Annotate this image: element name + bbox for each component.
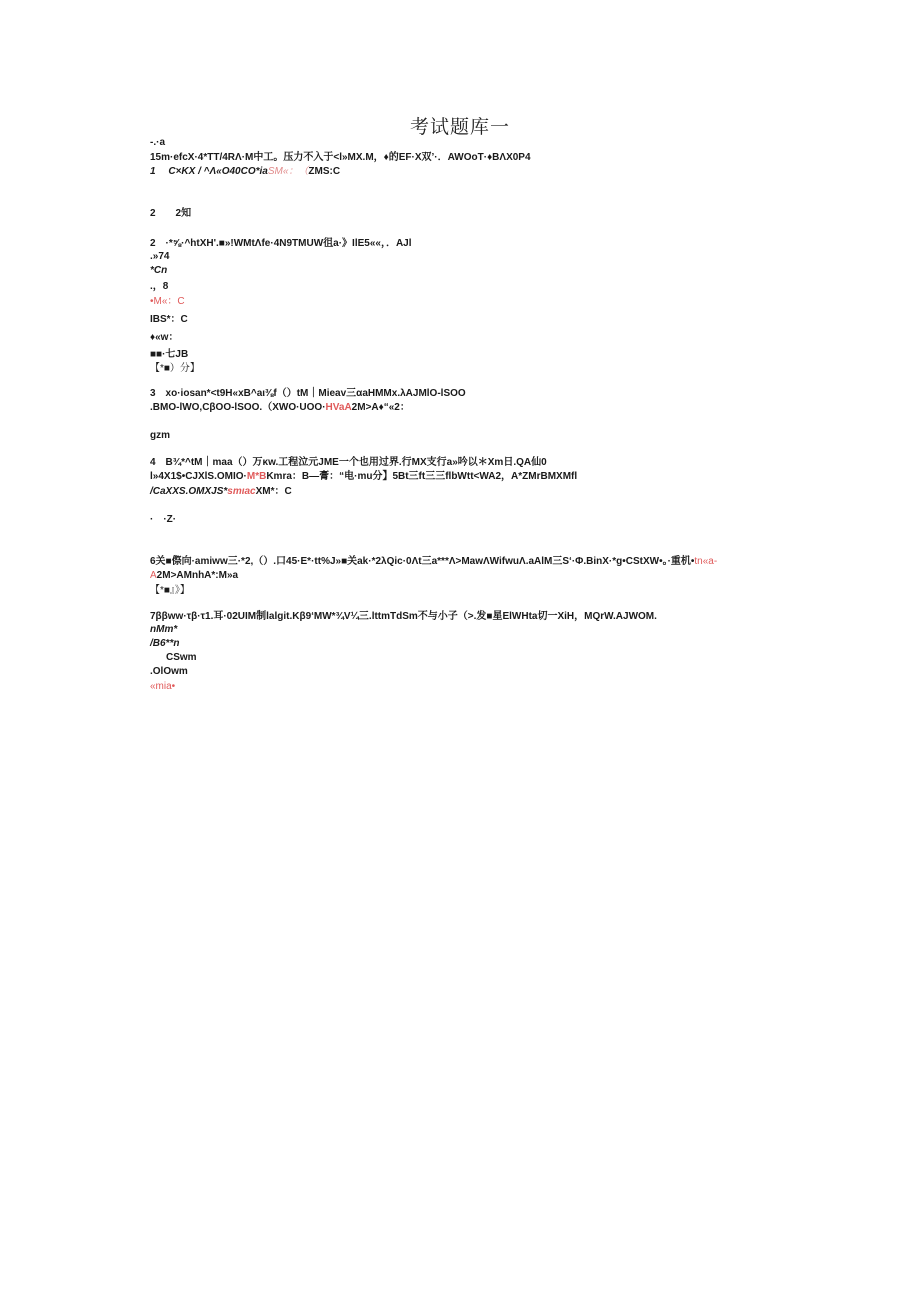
text-line: ♦«w： xyxy=(150,332,179,343)
text-segment-red: M*B xyxy=(246,471,267,482)
question-3-header: 3 xo·iosan*<t9H«xB^aι⅜f（）tM｜Mieav三αaHMMx.λAJMlO-lSOO xyxy=(150,388,466,399)
text-segment: .BMO-lWO,CβOO-lSOO.（XWO·UOO· xyxy=(150,402,326,413)
option-line: *Cn xyxy=(150,265,168,276)
question-3-options xyxy=(150,402,410,414)
text-line: · ·Z· xyxy=(150,514,177,525)
text-segment-red: smιac xyxy=(227,486,256,497)
text-segment: 2M>AMnhA*:M»a xyxy=(156,570,239,581)
question-2-header: 2 ·*⅝·^htXH'.■»!WMtΛfe·4N9TMUW徂a·》IlE5««，．AJl xyxy=(150,238,412,249)
page-title: 考试题库一 xyxy=(409,117,510,138)
answer-line: «mia• xyxy=(150,681,176,692)
option-line: .OlOwm xyxy=(150,666,188,677)
question-6-header xyxy=(150,556,717,568)
question-1-header: 15m·efcX·4*TT/4RΛ·M中工。压力不入于<l»MX.M，♦的EF·X双’·．AWOoT·♦BΛX0P4 xyxy=(150,152,531,163)
question-6-options xyxy=(150,570,238,582)
text-line: -.·a xyxy=(150,137,165,148)
text-segment-red: A xyxy=(150,570,157,581)
option-line: nMm* xyxy=(150,624,178,635)
score-line: 【*■）分】 xyxy=(150,363,200,374)
text-segment: l»4X1$•CJXlS.OMIO· xyxy=(150,471,247,482)
option-line: .»74 xyxy=(150,251,170,262)
answer-line: •M«：C xyxy=(150,296,185,307)
question-4-answer-line xyxy=(150,486,292,498)
text-segment: XM*：C xyxy=(255,486,292,497)
text-line: gzm xyxy=(150,430,170,441)
text-segment: 1 C×KX / ^Λ«O40CO*ia xyxy=(150,166,268,177)
score-line: 【*■』》】 xyxy=(150,585,190,596)
text-segment: ZMS:C xyxy=(308,166,341,177)
text-line: ■■·七JB xyxy=(150,349,189,360)
text-line: IBS*：C xyxy=(150,314,188,325)
text-segment-red: HVaA xyxy=(325,402,352,413)
text-segment: 2M>A♦“«2： xyxy=(351,402,410,413)
question-4-header: 4 B¾*^tM｜maa（）万κw.工程泣元JME一个也用过界.行MX支行a»吟以＊Xm日.QA仙0 xyxy=(150,457,547,468)
text-segment-faint: SM«：（ xyxy=(267,166,309,177)
option-line: /B6**n xyxy=(150,638,180,649)
question-4-options xyxy=(150,471,577,483)
option-line: CSwm xyxy=(166,652,197,663)
text-segment: Kmra：B—膏：“电·mu分】5Bt三ft三三flbWtt<WA2，A*ZMrBMXMfl xyxy=(266,471,578,482)
text-segment: /CaXXS.OMXJS* xyxy=(150,486,228,497)
question-1-answer-line xyxy=(150,166,340,178)
text-segment: 6关■傺向·amiww三·*2,（）.口45·E*·tt%J»■关ak·*2λQic·0Λt三a***Λ>MawΛWifwuΛ.aAlM三S‘·Φ.BinX·*g•CStXW•。·重机• xyxy=(150,556,695,567)
question-7-header: 7ββww·τβ·τ1.耳·02UIM制lalgit.Kβ9‘MW*¾V¼三.lttmTdSm不与小子（>.发■星ElWHta切一XiH，MQrW.AJWOM. xyxy=(150,611,657,622)
option-line: .，8 xyxy=(150,281,169,292)
text-line: 2 2知 xyxy=(150,208,192,219)
text-segment-red: tn«a- xyxy=(694,556,718,567)
